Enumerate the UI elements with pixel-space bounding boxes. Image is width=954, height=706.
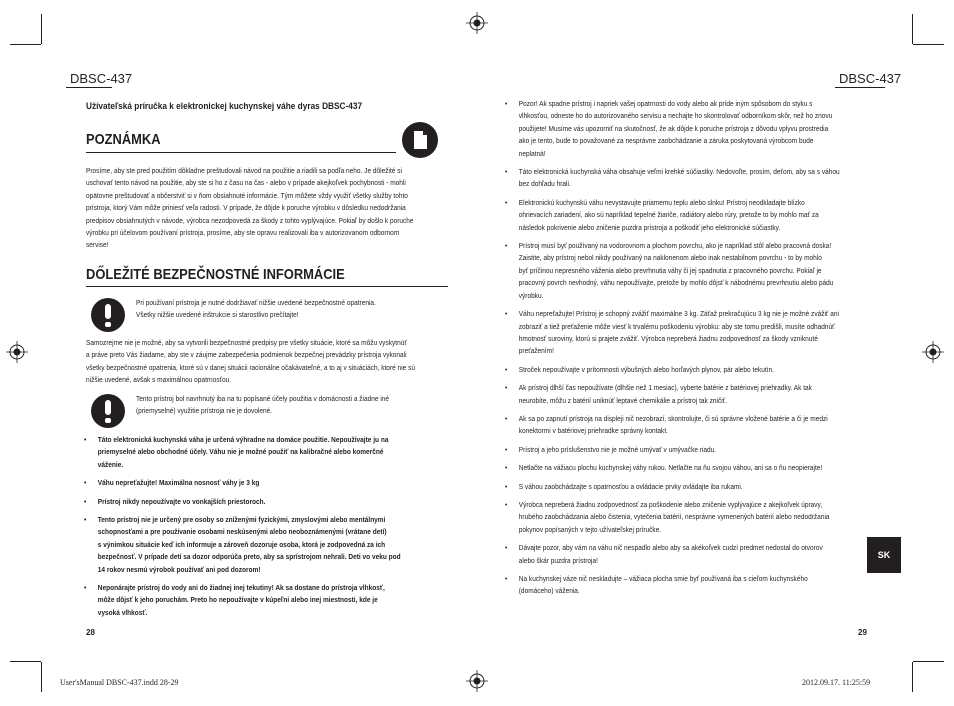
text-line: všetky bezpečnostné opatrenia, ktoré sú v danej situácii racionálne očakávateľné, a to aj v situáciách, ktoré nie sú — [86, 362, 415, 372]
list-item — [505, 240, 883, 302]
registration-mark-icon — [466, 12, 488, 34]
text-line: servise! — [86, 240, 109, 250]
text-line: • Dávajte pozor, aby vám na váhu nič nespadlo alebo aby sa akékoľvek cudzí predmet nedostal do otvorov — [518, 543, 823, 553]
list-item — [84, 582, 454, 619]
text-line: • Elektronickú kuchynskú váhu nevystavujte priamemu teplu alebo slnku! Prístroj neodkladajte blízko — [518, 197, 805, 207]
file-info: User'sManual DBSC-437.indd 28-29 — [60, 678, 179, 687]
list-item — [505, 98, 883, 160]
print-timestamp: 2012.09.17. 11:25:59 — [802, 678, 871, 687]
text-line: pracovný povrch nevhodný, váhu nepoužívajte, pretože by mohlo dôjsť k nábodnému prevrhnutiu alebo pádu — [518, 278, 834, 288]
text-line: uschovať tento návod na použitie, aby ste si ho z času na čas - alebo v prípade akejkoľvek pochybnosti - mohli — [86, 178, 406, 188]
note-paragraph — [86, 165, 430, 252]
text-line: (priemyselné) využitie prístroja nie je dovolené. — [136, 406, 273, 416]
text-line: • Táto elektronická kuchynská váha obsahuje veľmi krehké súčiastky. Nedovoľte, prosím, deťom, aby sa s váhou — [518, 167, 840, 177]
registration-mark-icon — [6, 341, 28, 363]
registration-mark-icon — [922, 341, 944, 363]
text-line: pokynov popísaných v tejto užívateľskej príručke. — [518, 524, 662, 534]
crop-mark — [913, 661, 944, 662]
text-line: výrobku. — [518, 290, 544, 300]
text-line: hrubého zaobchádzania alebo čistenia, vytečenia batérií, nesprávne vymenených batérií alebo nedodržania — [518, 512, 830, 522]
text-line: prístroja, ktorý Vám môže priniesť veľa radosti. V prípade, že dôjde k poruche výrobku v dôsledku nedodržania — [86, 203, 406, 213]
list-item — [84, 477, 454, 489]
list-item — [505, 364, 883, 376]
text-line: Samozrejme nie je možné, aby sa vytvorili bezpečnostné predpisy pre všetky situácie, ktoré sa môžu vyskytnúť — [86, 338, 407, 347]
text-line: • Tento prístroj nie je určený pre osoby so zníženými fyzickými, zmyslovými alebo mentálnymi — [97, 515, 386, 525]
text-line: • Prístroj a jeho príslušenstvo nie je možné umývať v umývačke riadu. — [518, 444, 717, 454]
text-line: Tento prístroj bol navrhnutý iba na tu popísané účely použitia v domácnosti a žiadne iné — [136, 394, 390, 403]
list-item — [505, 499, 883, 536]
text-line: • Pozor! Ak spadne prístroj i napriek vašej opatrnosti do vody alebo ak príde iným spôsobom do styku s — [518, 99, 813, 108]
list-item — [505, 542, 883, 567]
text-line: byť príčinou nepresného váženia alebo prevrhnutia váhy či jej spadnutia z pracovného povrchu. Pokiaľ je — [518, 265, 822, 275]
registration-mark-icon — [466, 670, 488, 692]
section-title-safety: DŐLEŽITÉ BEZPEČNOSTNÉ INFORMÁCIE — [86, 266, 345, 283]
text-line: • S váhou zaobchádzajte s opatrnosťou a ovládacie prvky ovládajte iba rukami. — [518, 481, 743, 491]
crop-mark — [10, 661, 41, 662]
text-line: a práve preto Vás žiadame, aby ste v záujme zabezpečenia podmienok bezpečnej prevádzky prístroja vykonali — [86, 350, 407, 360]
text-line: nižšie uvedené, avšak s maximálnou opatrnosťou. — [86, 375, 232, 385]
crop-mark — [912, 14, 913, 44]
page-number-left: 28 — [86, 628, 95, 637]
section-rule — [86, 152, 396, 153]
safety-bullet-list — [84, 434, 454, 625]
text-line: s výnimkou situácie keď ich informuje a zároveň dozoruje osoba, ktorá je zodpovedná za ich — [97, 539, 386, 549]
text-line: opätovne preštudovať a občerstviť si v ňom obsiahnuté informácie. Tým môžete vždy využiť všetky služby tohto — [86, 190, 408, 200]
list-item — [505, 308, 883, 358]
text-line: vysoká vlhkosť. — [97, 607, 148, 617]
safety-paragraph — [86, 337, 447, 387]
list-item — [505, 413, 883, 438]
text-line: použijete! Musíme vás upozorniť na skutočnosť, že ak dôjde k poruche prístroja z dôvodu vplyvu prostredia — [518, 123, 829, 133]
text-line: Všetky nižšie uvedené inštrukcie si starostlivo prečítajte! — [136, 310, 299, 320]
text-line: • Táto elektronická kuchynská váha je určená výhradne na domáce použitie. Nepoužívajte ju na — [97, 435, 389, 444]
text-line: Zaistite, aby prístroj nebol nikdy používaný na naklonenom alebo inak nestabilnom povrchu - to by mohlo — [518, 253, 822, 263]
text-line: • Váhu nepreťažujte! Maximálna nosnosť váhy je 3 kg — [97, 478, 260, 488]
text-line: • Netlačte na vážiacu plochu kuchynskej váhy rukou. Netlačte na ňu svojou váhou, ani sa o ňu neopierajte! — [518, 463, 823, 473]
crop-mark — [10, 44, 41, 45]
text-line: • Ak sa po zapnutí prístroja na displeji nič nezobrazí, skontrolujte, či sú správne vložené batérie a či je medzi — [518, 413, 828, 423]
text-line: konektormi v batériovej priehradke správny kontakt. — [518, 426, 668, 436]
text-line: následok pokrivenie alebo zničenie puzdra prístroja a poškodiť jeho elektronické súčiastky. — [518, 222, 781, 232]
text-line: • Výrobca nepreberá žiadnu zodpovednosť za poškodenie alebo zničenie vyplývajúce z akejkoľvek úpravy, — [518, 499, 823, 509]
text-line: bezpečnosť. V prípade detí sa dozor odporúča preto, aby sa sprístrojom nehrali. Deti vo veku pod — [97, 552, 401, 562]
section-rule — [86, 286, 448, 287]
text-line: predpisov obsiahnutých v návode, výrobca nezodpovedá za škody z tohto vyplývajúce. Pokiaľ by došlo k poruche — [86, 215, 414, 225]
text-line: výrobku pri účelovom používaní prístroja, prosíme, aby ste opravu realizovali iba v autorizovanom odbornom — [86, 228, 400, 238]
text-line: • Prístroj nikdy nepoužívajte vo vonkajších priestoroch. — [97, 496, 266, 506]
text-line: alebo škár puzdra prístroja! — [518, 555, 598, 565]
text-line: preťažením! — [518, 346, 554, 356]
page-number-right: 29 — [858, 628, 867, 637]
model-label-right: DBSC-437 — [839, 71, 902, 86]
text-line: vlhkosťou, odneste ho do autorizovaného servisu a nechajte ho skontrolovať odborníkom skôr, než ho znovu — [518, 111, 833, 121]
list-item — [84, 514, 454, 576]
model-label-left: DBSC-437 — [70, 71, 133, 86]
exclamation-icon — [91, 394, 125, 428]
text-line: 14 rokov nesmú výrobok používať ani pod dozorom! — [97, 564, 261, 574]
text-line: • Váhu nepreťažujte! Prístroj je schopný zvážiť maximálne 3 kg. Záťaž prekračujúcu 3 kg nie je možné zvážiť ani — [518, 309, 839, 319]
text-line: priemyselné alebo obchodné účely. Váhu nie je možné použiť na kalibračné alebo komerčné — [97, 447, 384, 457]
crop-mark — [913, 44, 944, 45]
section-title-note: POZNÁMKA — [86, 131, 161, 148]
text-line: neplatná! — [518, 148, 546, 158]
text-line: Prosíme, aby ste pred použitím dôkladne preštudovali návod na použitie a riadili sa podľa neho. Je dôležité si — [86, 166, 402, 175]
text-line: • Na kuchynskej váze nič neskladujte – vážiaca plocha smie byť používaná iba s cieľom kuchynského — [518, 574, 808, 583]
list-item — [84, 496, 454, 508]
text-line: • Prístroj musí byť používaný na vodorovnom a plochom povrchu, ako je napríklad stôl alebo pracovná doska! — [518, 241, 832, 251]
safety-bullet-list-continued — [505, 98, 883, 604]
crop-mark — [41, 662, 42, 692]
text-line: • Stroček nepoužívajte v prítomnosti výbušných alebo horľavých plynov, pár alebo tekutín. — [518, 364, 774, 374]
manual-subtitle: Užívateľská príručka k elektronickej kuchynskej váhe dyras DBSC-437 — [86, 101, 363, 111]
document-icon — [402, 122, 438, 158]
text-line: môže dôjsť k jeho poruchám. Preto ho nepoužívajte v kúpeľni alebo inej miestnosti, kde je — [97, 595, 378, 605]
text-line: neurobíte, môžu z batérií uniknúť leptavé chemikálie a prístroj tak zničiť. — [518, 395, 727, 405]
language-tab: SK — [867, 537, 901, 573]
text-line: (domáceho) váženia. — [518, 586, 580, 596]
text-line: ohrievacích zariadení, ako sú napríklad tepelné žiariče, radiátory alebo rúry, pretože to by mohlo mať za — [518, 210, 819, 220]
list-item — [505, 573, 883, 598]
text-line: bez dohľadu hrali. — [518, 179, 571, 189]
list-item — [505, 166, 883, 191]
text-line: schopnosťami a pre používanie osobami neskúsenými alebo neoboznámenými (vrátane detí) — [97, 527, 387, 537]
text-line: hmotnosť suroviny, ktorú si prajete zvážiť. Výrobca nepreberá žiadnu zodpovednosť za škody vzniknuté — [518, 333, 818, 343]
header-rule-left — [66, 87, 112, 88]
text-line: váženie. — [97, 459, 124, 469]
list-item — [505, 197, 883, 234]
warning-text — [136, 393, 428, 418]
list-item — [505, 444, 883, 456]
list-item — [84, 434, 454, 471]
header-rule-right — [835, 87, 885, 88]
crop-mark — [41, 14, 42, 44]
warning-text — [136, 297, 428, 322]
list-item — [505, 382, 883, 407]
text-line: Pri používaní prístroja je nutné dodržiavať nižšie uvedené bezpečnostné opatrenia. — [136, 298, 376, 307]
text-line: • Neponárajte prístroj do vody ani do žiadnej inej tekutiny! Ak sa dostane do prístroja vlhkosť, — [97, 583, 385, 593]
text-line: ako je tento, bude to považované za nesprávne zaobchádzanie a záruka poskytovaná výrobcom bude — [518, 136, 814, 146]
text-line: • Ak prístroj dlhší čas nepoužívate (dlhšie než 1 mesiac), vyberte batérie z batériovej priehradky. Ak tak — [518, 383, 812, 393]
text-line: zobraziť a tiež preťaženie môže viesť k trvalému poškodeniu výrobku: aby ste tomu predišli, musíte odhadnúť — [518, 321, 835, 331]
list-item — [505, 481, 883, 493]
exclamation-icon — [91, 298, 125, 332]
crop-mark — [912, 662, 913, 692]
list-item — [505, 462, 883, 474]
